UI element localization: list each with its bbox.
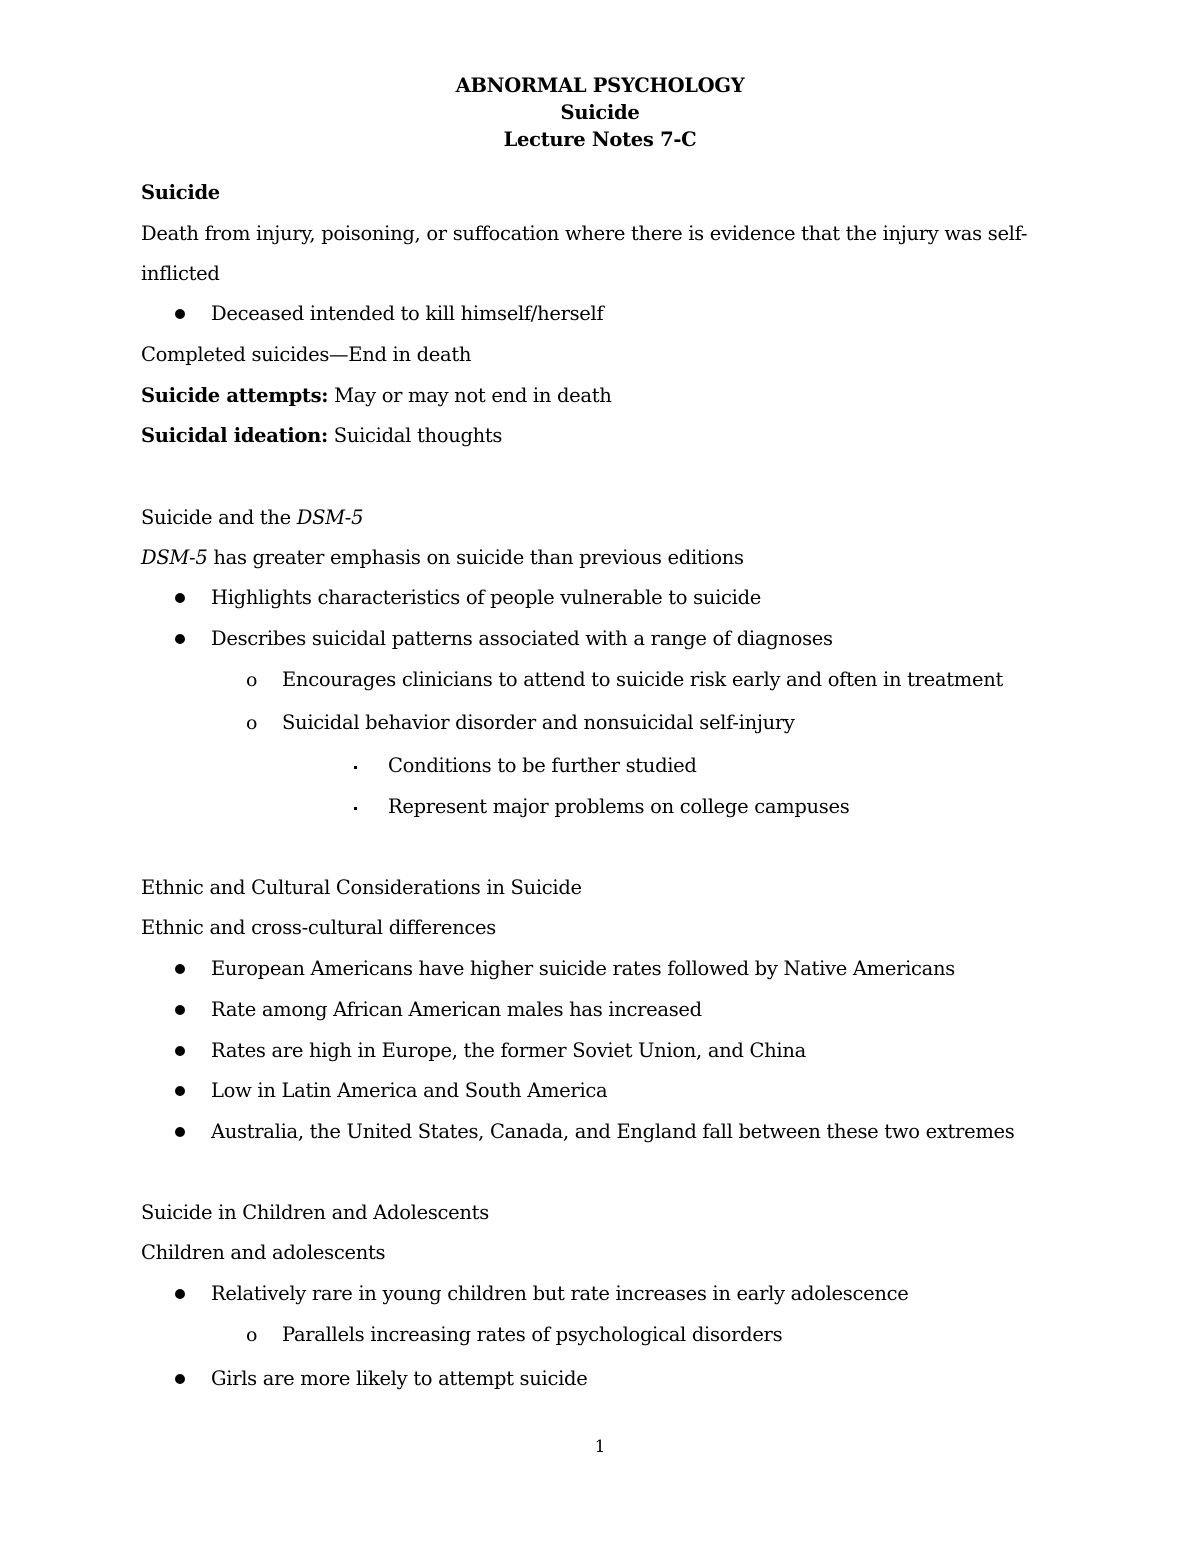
bullet-icon <box>175 593 185 603</box>
term-label: Suicidal ideation: <box>141 424 328 447</box>
dsm-intro-line <box>141 546 744 570</box>
list-item: Low in Latin America and South America <box>211 1079 608 1102</box>
bullet-icon <box>175 1374 185 1384</box>
list-item: Australia, the United States, Canada, and England fall between these two extremes <box>211 1120 1015 1143</box>
section-heading-suicide: Suicide <box>141 181 220 204</box>
course-title: ABNORMAL PSYCHOLOGY <box>455 74 745 97</box>
sub-list-item: Encourages clinicians to attend to suicide risk early and often in treatment <box>282 668 1003 691</box>
suicide-attempts-line <box>141 384 612 408</box>
page-number: 1 <box>594 1437 606 1457</box>
bullet-icon <box>175 309 185 319</box>
bullet-icon <box>175 1289 185 1299</box>
list-item: Highlights characteristics of people vulnerable to suicide <box>211 586 762 609</box>
ethnic-intro: Ethnic and cross-cultural differences <box>141 916 496 939</box>
term-definition: May or may not end in death <box>328 384 612 407</box>
square-bullet-icon <box>354 766 357 769</box>
bullet-icon <box>175 964 185 974</box>
dsm-italic: DSM-5 <box>141 546 208 569</box>
intro-text: has greater emphasis on suicide than previous editions <box>207 546 744 569</box>
children-intro: Children and adolescents <box>141 1241 386 1264</box>
heading-dsm-italic: DSM-5 <box>296 506 364 529</box>
heading-text: Suicide and the <box>141 506 297 529</box>
sub-sub-list-item: Conditions to be further studied <box>388 754 697 777</box>
term-label: Suicide attempts: <box>141 384 329 407</box>
bullet-icon <box>175 634 185 644</box>
list-item: Rate among African American males has increased <box>211 998 702 1021</box>
list-item: Rates are high in Europe, the former Soviet Union, and China <box>211 1039 806 1062</box>
section-heading-children: Suicide in Children and Adolescents <box>141 1201 489 1224</box>
circle-bullet-icon: o <box>246 712 258 734</box>
section-heading-dsm5 <box>141 506 363 530</box>
list-item: Girls are more likely to attempt suicide <box>211 1367 588 1390</box>
definition-line-2: inflicted <box>141 262 220 285</box>
circle-bullet-icon: o <box>246 669 258 691</box>
term-definition: Suicidal thoughts <box>327 424 503 447</box>
list-item: European Americans have higher suicide rates followed by Native Americans <box>211 957 955 980</box>
bullet-icon <box>175 1086 185 1096</box>
square-bullet-icon <box>354 807 357 810</box>
list-item: Deceased intended to kill himself/herself <box>211 302 604 325</box>
circle-bullet-icon: o <box>246 1324 258 1346</box>
lecture-title: Lecture Notes 7-C <box>503 128 697 151</box>
topic-title: Suicide <box>560 101 640 124</box>
section-heading-ethnic: Ethnic and Cultural Considerations in Suicide <box>141 876 582 899</box>
sub-sub-list-item: Represent major problems on college campuses <box>388 795 850 818</box>
sub-list-item: Suicidal behavior disorder and nonsuicidal self-injury <box>282 711 795 734</box>
list-item: Relatively rare in young children but rate increases in early adolescence <box>211 1282 909 1305</box>
completed-suicides-text: Completed suicides—End in death <box>141 343 472 366</box>
list-item: Describes suicidal patterns associated with a range of diagnoses <box>211 627 833 650</box>
bullet-icon <box>175 1005 185 1015</box>
definition-line-1: Death from injury, poisoning, or suffocation where there is evidence that the injury was self- <box>141 222 1028 245</box>
bullet-icon <box>175 1127 185 1137</box>
suicidal-ideation-line <box>141 424 502 448</box>
bullet-icon <box>175 1046 185 1056</box>
sub-list-item: Parallels increasing rates of psychological disorders <box>282 1323 783 1346</box>
